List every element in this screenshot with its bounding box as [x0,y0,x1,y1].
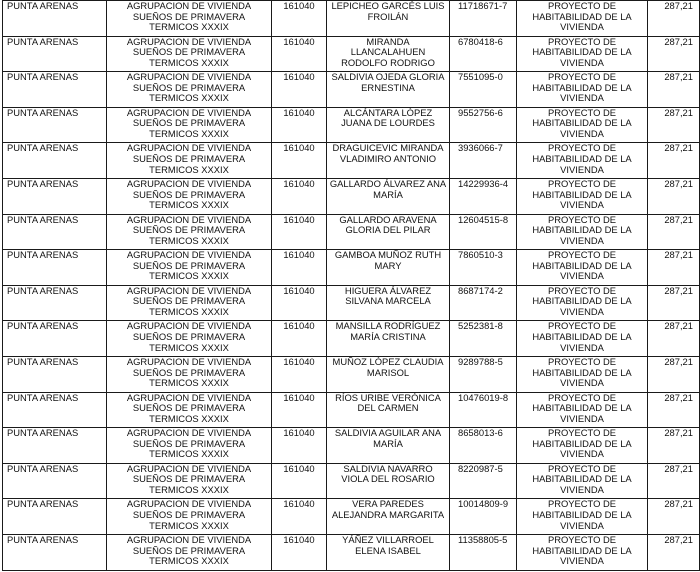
organization-cell [107,534,272,570]
rut-cell-text: 8220987-5 [458,463,503,474]
code-cell-text: 161040 [283,320,315,332]
code-cell [272,214,327,250]
amount-cell-text: 287,21 [664,392,693,403]
amount-cell [648,534,700,570]
table-row [3,499,700,535]
organization-cell-text: AGRUPACION DE VIVIENDA SUEÑOS DE PRIMAVERA TERMICOS XXXIX [126,285,252,317]
amount-cell-text: 287,21 [664,71,693,83]
project-cell-text: PROYECTO DE HABITABILIDAD DE LA VIVIENDA [532,249,632,282]
beneficiary-name-cell-text: MUÑOZ LÓPEZ CLAUDIA MARISOL [332,356,444,378]
code-cell [272,463,327,499]
code-cell [272,534,327,570]
amount-cell-text: 287,21 [664,427,693,439]
organization-cell-text: AGRUPACION DE VIVIENDA SUEÑOS DE PRIMAVERA TERMICOS XXXIX [126,463,252,495]
commune-cell [3,178,107,214]
beneficiary-table [2,0,700,571]
rut-cell-text: 7551095-0 [458,71,503,83]
commune-cell-text: PUNTA ARENAS [7,463,79,474]
commune-cell-text: PUNTA ARENAS [7,214,79,225]
project-cell-text: PROYECTO DE HABITABILIDAD DE LA VIVIENDA [532,214,632,246]
commune-cell [3,72,107,108]
organization-cell-text: AGRUPACION DE VIVIENDA SUEÑOS DE PRIMAVERA TERMICOS XXXIX [126,214,252,246]
project-cell [517,534,648,570]
organization-cell-text: AGRUPACION DE VIVIENDA SUEÑOS DE PRIMAVERA TERMICOS XXXIX [126,178,252,211]
beneficiary-name-cell-text: DRAGUICEVIC MIRANDA VLADIMIRO ANTONIO [332,142,444,164]
commune-cell-text: PUNTA ARENAS [7,142,79,154]
amount-cell [648,499,700,535]
rut-cell [450,143,517,179]
rut-cell-text: 8687174-2 [458,285,503,296]
amount-cell-text: 287,21 [664,107,693,118]
organization-cell [107,356,272,392]
organization-cell-text: AGRUPACION DE VIVIENDA SUEÑOS DE PRIMAVERA TERMICOS XXXIX [126,0,252,33]
commune-cell [3,250,107,286]
code-cell-text: 161040 [283,36,315,47]
rut-cell [450,499,517,535]
table-row [3,321,700,357]
commune-cell [3,321,107,357]
project-cell-text: PROYECTO DE HABITABILIDAD DE LA VIVIENDA [532,463,632,495]
amount-cell-text: 287,21 [664,463,693,474]
organization-cell [107,214,272,250]
commune-cell [3,392,107,428]
code-cell-text: 161040 [283,392,315,403]
commune-cell-text: PUNTA ARENAS [7,285,79,296]
project-cell-text: PROYECTO DE HABITABILIDAD DE LA VIVIENDA [532,142,632,175]
table-row [3,356,700,392]
project-cell-text: PROYECTO DE HABITABILIDAD DE LA VIVIENDA [532,498,632,531]
project-cell [517,499,648,535]
beneficiary-name-cell-text: GAMBOA MUÑOZ RUTH MARY [334,249,442,271]
code-cell-text: 161040 [283,178,315,189]
commune-cell-text: PUNTA ARENAS [7,107,79,118]
rut-cell [450,36,517,72]
organization-cell-text: AGRUPACION DE VIVIENDA SUEÑOS DE PRIMAVERA TERMICOS XXXIX [126,36,252,68]
beneficiary-name-cell-text: LEPICHEO GARCÉS LUIS FROILÁN [331,0,445,22]
amount-cell-text: 287,21 [664,534,693,545]
rut-cell-text: 9289788-5 [458,356,503,367]
beneficiary-name-cell-text: GALLARDO ARAVENA GLORIA DEL PILAR [339,214,437,236]
beneficiary-name-cell-text: MIRANDA LLANCALAHUEN RODOLFO RODRIGO [341,36,435,68]
organization-cell [107,1,272,37]
amount-cell-text: 287,21 [664,36,693,47]
beneficiary-name-cell [327,1,450,37]
commune-cell [3,356,107,392]
table-row [3,36,700,72]
code-cell-text: 161040 [283,285,315,296]
beneficiary-name-cell-text: GALLARDO ÁLVAREZ ANA MARÍA [329,178,447,200]
beneficiary-name-cell [327,214,450,250]
organization-cell [107,392,272,428]
code-cell [272,1,327,37]
amount-cell-text: 287,21 [664,142,693,154]
amount-cell-text: 287,21 [664,498,693,510]
beneficiary-name-cell [327,143,450,179]
amount-cell [648,107,700,143]
project-cell [517,36,648,72]
code-cell [272,285,327,321]
table-row [3,107,700,143]
beneficiary-name-cell [327,463,450,499]
organization-cell-text: AGRUPACION DE VIVIENDA SUEÑOS DE PRIMAVERA TERMICOS XXXIX [126,71,252,104]
amount-cell-text: 287,21 [664,249,693,261]
table-row [3,143,700,179]
project-cell-text: PROYECTO DE HABITABILIDAD DE LA VIVIENDA [532,534,632,567]
beneficiary-name-cell [327,178,450,214]
organization-cell [107,321,272,357]
rut-cell [450,72,517,108]
organization-cell [107,499,272,535]
rut-cell-text: 3936066-7 [458,142,503,154]
beneficiary-name-cell-text: HIGUERA ÁLVAREZ SILVANA MARCELA [344,285,432,307]
beneficiary-name-cell [327,285,450,321]
project-cell [517,143,648,179]
commune-cell [3,107,107,143]
project-cell [517,321,648,357]
rut-cell [450,321,517,357]
beneficiary-name-cell-text: SALDIVIA AGUILAR ANA MARÍA [334,427,442,449]
rut-cell [450,534,517,570]
code-cell [272,107,327,143]
project-cell [517,463,648,499]
beneficiary-name-cell-text: MANSILLA RODRÍGUEZ MARÍA CRISTINA [335,320,441,342]
project-cell-text: PROYECTO DE HABITABILIDAD DE LA VIVIENDA [532,356,632,389]
amount-cell [648,250,700,286]
organization-cell-text: AGRUPACION DE VIVIENDA SUEÑOS DE PRIMAVERA TERMICOS XXXIX [126,320,252,353]
code-cell-text: 161040 [283,498,315,510]
organization-cell-text: AGRUPACION DE VIVIENDA SUEÑOS DE PRIMAVERA TERMICOS XXXIX [126,142,252,175]
amount-cell [648,428,700,464]
commune-cell [3,214,107,250]
beneficiary-name-cell-text: ALCÁNTARA LÓPEZ JUANA DE LOURDES [341,107,435,129]
organization-cell [107,107,272,143]
rut-cell [450,178,517,214]
project-cell [517,250,648,286]
rut-cell-text: 10014809-9 [458,498,509,510]
beneficiary-name-cell-text: RÍOS URIBE VERÓNICA DEL CARMEN [335,392,441,414]
project-cell-text: PROYECTO DE HABITABILIDAD DE LA VIVIENDA [532,0,632,33]
commune-cell [3,36,107,72]
table-row [3,1,700,37]
beneficiary-name-cell-text: SALDIVIA OJEDA GLORIA ERNESTINA [331,71,445,93]
code-cell [272,143,327,179]
table-row [3,214,700,250]
rut-cell [450,1,517,37]
code-cell [272,356,327,392]
project-cell-text: PROYECTO DE HABITABILIDAD DE LA VIVIENDA [532,178,632,211]
commune-cell [3,285,107,321]
code-cell-text: 161040 [283,427,315,439]
project-cell-text: PROYECTO DE HABITABILIDAD DE LA VIVIENDA [532,107,632,139]
beneficiary-name-cell [327,392,450,428]
code-cell-text: 161040 [283,534,315,545]
organization-cell-text: AGRUPACION DE VIVIENDA SUEÑOS DE PRIMAVERA TERMICOS XXXIX [126,107,252,139]
rut-cell [450,285,517,321]
amount-cell [648,321,700,357]
rut-cell [450,463,517,499]
rut-cell-text: 6780418-6 [458,36,503,47]
code-cell [272,499,327,535]
rut-cell [450,250,517,286]
project-cell [517,214,648,250]
rut-cell-text: 8658013-6 [458,427,503,439]
code-cell-text: 161040 [283,249,315,261]
amount-cell [648,36,700,72]
commune-cell-text: PUNTA ARENAS [7,320,79,332]
rut-cell [450,428,517,464]
project-cell [517,1,648,37]
code-cell [272,36,327,72]
amount-cell [648,178,700,214]
organization-cell-text: AGRUPACION DE VIVIENDA SUEÑOS DE PRIMAVERA TERMICOS XXXIX [126,392,252,424]
project-cell [517,392,648,428]
table-row [3,428,700,464]
beneficiary-name-cell [327,107,450,143]
table-row [3,463,700,499]
amount-cell [648,392,700,428]
commune-cell-text: PUNTA ARENAS [7,0,79,11]
beneficiary-name-cell [327,36,450,72]
project-cell-text: PROYECTO DE HABITABILIDAD DE LA VIVIENDA [532,36,632,68]
rut-cell [450,356,517,392]
commune-cell-text: PUNTA ARENAS [7,249,79,261]
code-cell-text: 161040 [283,142,315,154]
amount-cell-text: 287,21 [664,0,693,11]
rut-cell-text: 14229936-4 [458,178,509,189]
commune-cell-text: PUNTA ARENAS [7,392,79,403]
amount-cell [648,356,700,392]
code-cell [272,321,327,357]
amount-cell [648,143,700,179]
organization-cell-text: AGRUPACION DE VIVIENDA SUEÑOS DE PRIMAVERA TERMICOS XXXIX [126,498,252,531]
commune-cell-text: PUNTA ARENAS [7,356,79,367]
rut-cell-text: 5252381-8 [458,320,503,332]
beneficiary-name-cell [327,250,450,286]
rut-cell-text: 9552756-6 [458,107,503,118]
amount-cell-text: 287,21 [664,320,693,332]
commune-cell-text: PUNTA ARENAS [7,498,79,510]
commune-cell [3,463,107,499]
organization-cell [107,36,272,72]
project-cell [517,107,648,143]
project-cell [517,428,648,464]
project-cell [517,178,648,214]
amount-cell [648,463,700,499]
beneficiary-name-cell [327,72,450,108]
project-cell [517,72,648,108]
organization-cell [107,143,272,179]
amount-cell [648,214,700,250]
organization-cell-text: AGRUPACION DE VIVIENDA SUEÑOS DE PRIMAVERA TERMICOS XXXIX [126,249,252,282]
code-cell-text: 161040 [283,71,315,83]
rut-cell-text: 10476019-8 [458,392,509,403]
organization-cell [107,285,272,321]
project-cell-text: PROYECTO DE HABITABILIDAD DE LA VIVIENDA [532,427,632,460]
project-cell-text: PROYECTO DE HABITABILIDAD DE LA VIVIENDA [532,320,632,353]
rut-cell [450,107,517,143]
table-row [3,72,700,108]
code-cell-text: 161040 [283,107,315,118]
amount-cell-text: 287,21 [664,178,693,189]
commune-cell-text: PUNTA ARENAS [7,36,79,47]
code-cell-text: 161040 [283,214,315,225]
project-cell [517,285,648,321]
commune-cell-text: PUNTA ARENAS [7,178,79,189]
amount-cell-text: 287,21 [664,285,693,296]
table-body [3,1,700,571]
commune-cell-text: PUNTA ARENAS [7,534,79,545]
rut-cell-text: 12604515-8 [458,214,509,225]
code-cell [272,178,327,214]
organization-cell [107,250,272,286]
beneficiary-name-cell-text: SALDIVIA NAVARRO VIOLA DEL ROSARIO [341,463,435,485]
beneficiary-name-cell [327,499,450,535]
organization-cell [107,178,272,214]
rut-cell [450,392,517,428]
commune-cell [3,499,107,535]
code-cell-text: 161040 [283,463,315,474]
table-row [3,534,700,570]
organization-cell-text: AGRUPACION DE VIVIENDA SUEÑOS DE PRIMAVERA TERMICOS XXXIX [126,356,252,389]
beneficiary-name-cell [327,534,450,570]
beneficiary-name-cell-text: YÁÑEZ VILLARROEL ELENA ISABEL [342,534,434,556]
commune-cell [3,534,107,570]
commune-cell-text: PUNTA ARENAS [7,71,79,83]
rut-cell-text: 7860510-3 [458,249,503,261]
project-cell [517,356,648,392]
organization-cell [107,72,272,108]
beneficiary-name-cell [327,356,450,392]
organization-cell [107,463,272,499]
beneficiary-name-cell-text: VERA PAREDES ALEJANDRA MARGARITA [331,498,445,520]
project-cell-text: PROYECTO DE HABITABILIDAD DE LA VIVIENDA [532,71,632,104]
amount-cell [648,285,700,321]
code-cell-text: 161040 [283,0,315,11]
beneficiary-name-cell [327,428,450,464]
table-row [3,285,700,321]
amount-cell-text: 287,21 [664,356,693,367]
table-row [3,178,700,214]
amount-cell [648,1,700,37]
amount-cell-text: 287,21 [664,214,693,225]
beneficiary-name-cell [327,321,450,357]
code-cell [272,72,327,108]
commune-cell-text: PUNTA ARENAS [7,427,79,439]
commune-cell [3,428,107,464]
commune-cell [3,1,107,37]
project-cell-text: PROYECTO DE HABITABILIDAD DE LA VIVIENDA [532,392,632,424]
table-row [3,250,700,286]
organization-cell-text: AGRUPACION DE VIVIENDA SUEÑOS DE PRIMAVERA TERMICOS XXXIX [126,534,252,567]
rut-cell [450,214,517,250]
amount-cell [648,72,700,108]
code-cell-text: 161040 [283,356,315,367]
rut-cell-text: 11358805-5 [458,534,508,545]
code-cell [272,250,327,286]
table-row [3,392,700,428]
code-cell [272,428,327,464]
organization-cell [107,428,272,464]
organization-cell-text: AGRUPACION DE VIVIENDA SUEÑOS DE PRIMAVERA TERMICOS XXXIX [126,427,252,460]
project-cell-text: PROYECTO DE HABITABILIDAD DE LA VIVIENDA [532,285,632,317]
rut-cell-text: 11718671-7 [458,0,508,11]
commune-cell [3,143,107,179]
code-cell [272,392,327,428]
